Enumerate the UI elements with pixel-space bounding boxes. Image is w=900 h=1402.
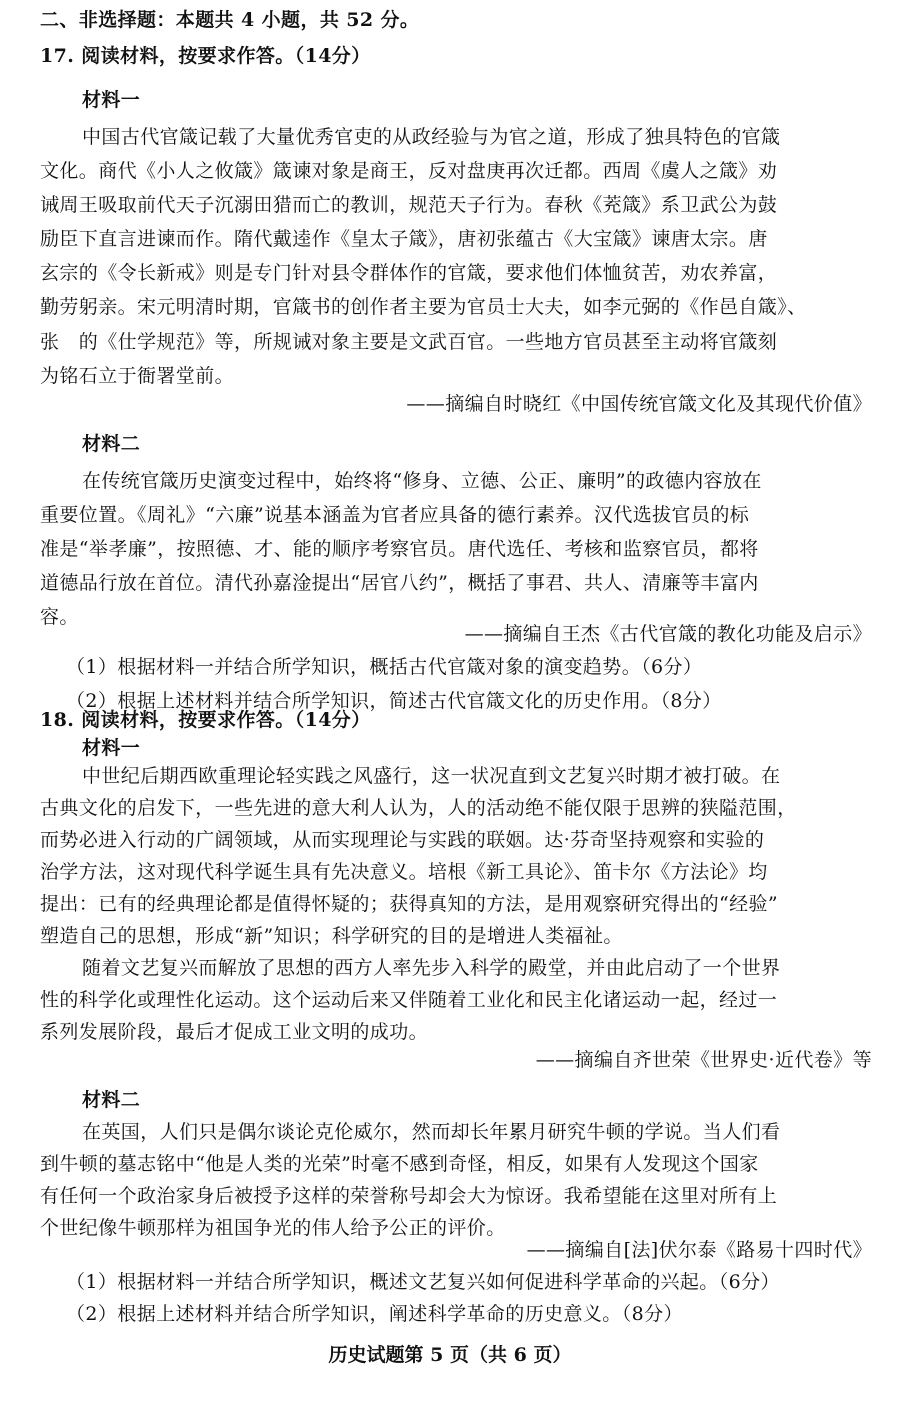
q18-m1-source: ——摘编自齐世荣《世界史·近代卷》等 — [535, 1049, 872, 1071]
q18-m1-line: 随着文艺复兴而解放了思想的西方人率先步入科学的殿堂，并由此启动了一个世界 — [82, 957, 781, 979]
q17-m1-source: ——摘编自时晓红《中国传统官箴文化及其现代价值》 — [406, 393, 872, 415]
q18-m1-line: 治学方法，这对现代科学诞生具有先决意义。培根《新工具论》、笛卡尔《方法论》均 — [40, 861, 768, 883]
section-title: 二、非选择题：本题共 4 小题，共 52 分。 — [40, 9, 420, 31]
q17-m1-line: 张 的《仕学规范》等，所规诫对象主要是文武百官。一些地方官员甚至主动将官箴刻 — [40, 331, 778, 353]
q17-m1-line: 文化。商代《小人之攸箴》箴谏对象是商王，反对盘庚再次迁都。西周《虞人之箴》劝 — [40, 160, 778, 182]
q18-m1-line: 提出：已有的经典理论都是值得怀疑的；获得真知的方法，是用观察研究得出的“经验” — [40, 893, 779, 915]
q18-m2-line: 有任何一个政治家身后被授予这样的荣誉称号却会大为惊讶。我希望能在这里对所有上 — [40, 1185, 778, 1207]
q17-m1-line: 励臣下直言进谏而作。隋代戴逵作《皇太子箴》，唐初张蕴古《大宝箴》谏唐太宗。唐 — [40, 228, 768, 250]
page-footer: 历史试题第 5 页（共 6 页） — [328, 1344, 572, 1366]
q17-material2-label: 材料二 — [82, 433, 141, 455]
q18-m1-line: 塑造自己的思想，形成“新”知识；科学研究的目的是增进人类福祉。 — [40, 925, 623, 947]
q18-m1-line: 中世纪后期西欧重理论轻实践之风盛行，这一状况直到文艺复兴时期才被打破。在 — [82, 765, 781, 787]
q18-material1-label: 材料一 — [82, 737, 141, 759]
q17-subquestion-1: （1）根据材料一并结合所学知识，概括古代官箴对象的演变趋势。（6分） — [66, 656, 703, 678]
q18-m2-source: ——摘编自[法]伏尔泰《路易十四时代》 — [526, 1239, 872, 1261]
q18-m2-line: 在英国，人们只是偶尔谈论克伦威尔，然而却长年累月研究牛顿的学说。当人们看 — [82, 1121, 781, 1143]
q17-heading: 17. 阅读材料，按要求作答。（14分） — [40, 45, 371, 67]
q17-m1-line: 诫周王吸取前代天子沉溺田猎而亡的教训，规范天子行为。春秋《茺箴》系卫武公为鼓 — [40, 194, 778, 216]
q17-m1-line: 玄宗的《令长新戒》则是专门针对县令群体作的官箴，要求他们体恤贫苦，劝农养富， — [40, 262, 778, 284]
q17-material1-label: 材料一 — [82, 89, 141, 111]
q17-m2-line: 容。 — [40, 606, 79, 628]
q17-m1-line: 勤劳躬亲。宋元明清时期，官箴书的创作者主要为官员士大夫，如李元弼的《作邑自箴》、 — [40, 296, 807, 318]
q18-m2-line: 到牛顿的墓志铭中“他是人类的光荣”时毫不感到奇怪，相反，如果有人发现这个国家 — [40, 1153, 759, 1175]
q17-subquestion-2: （2）根据上述材料并结合所学知识，简述古代官箴文化的历史作用。（8分） — [66, 690, 722, 712]
q17-m2-line: 在传统官箴历史演变过程中，始终将“修身、立德、公正、廉明”的政德内容放在 — [82, 470, 762, 492]
q18-m1-line: 性的科学化或理性化运动。这个运动后来又伴随着工业化和民主化诸运动一起，经过一 — [40, 989, 778, 1011]
q17-m1-line: 为铭石立于衙署堂前。 — [40, 365, 235, 387]
q17-m2-line: 道德品行放在首位。清代孙嘉淦提出“居官八约”，概括了事君、共人、清廉等丰富内 — [40, 572, 759, 594]
q17-m2-source: ——摘编自王杰《古代官箴的教化功能及启示》 — [464, 623, 872, 645]
q17-m2-line: 重要位置。《周礼》“六廉”说基本涵盖为官者应具备的德行素养。汉代选拔官员的标 — [40, 504, 750, 526]
q18-m2-line: 个世纪像牛顿那样为祖国争光的伟人给予公正的评价。 — [40, 1217, 506, 1239]
q18-m1-line: 古典文化的启发下，一些先进的意大利人认为，人的活动绝不能仅限于思辨的狭隘范围， — [40, 797, 797, 819]
q18-m1-line: 而势必进入行动的广阔领域，从而实现理论与实践的联姻。达·芬奇坚持观察和实验的 — [40, 829, 765, 851]
q18-m1-line: 系列发展阶段，最后才促成工业文明的成功。 — [40, 1021, 429, 1043]
q18-subquestion-2: （2）根据上述材料并结合所学知识，阐述科学革命的历史意义。（8分） — [66, 1303, 683, 1325]
q17-m2-line: 准是“举孝廉”，按照德、才、能的顺序考察官员。唐代选任、考核和监察官员，都将 — [40, 538, 759, 560]
q18-subquestion-1: （1）根据材料一并结合所学知识，概述文艺复兴如何促进科学革命的兴起。（6分） — [66, 1271, 780, 1293]
q18-heading: 18. 阅读材料，按要求作答。（14分） — [40, 709, 371, 731]
q17-m1-line: 中国古代官箴记载了大量优秀官吏的从政经验与为官之道，形成了独具特色的官箴 — [82, 126, 781, 148]
q18-material2-label: 材料二 — [82, 1089, 141, 1111]
